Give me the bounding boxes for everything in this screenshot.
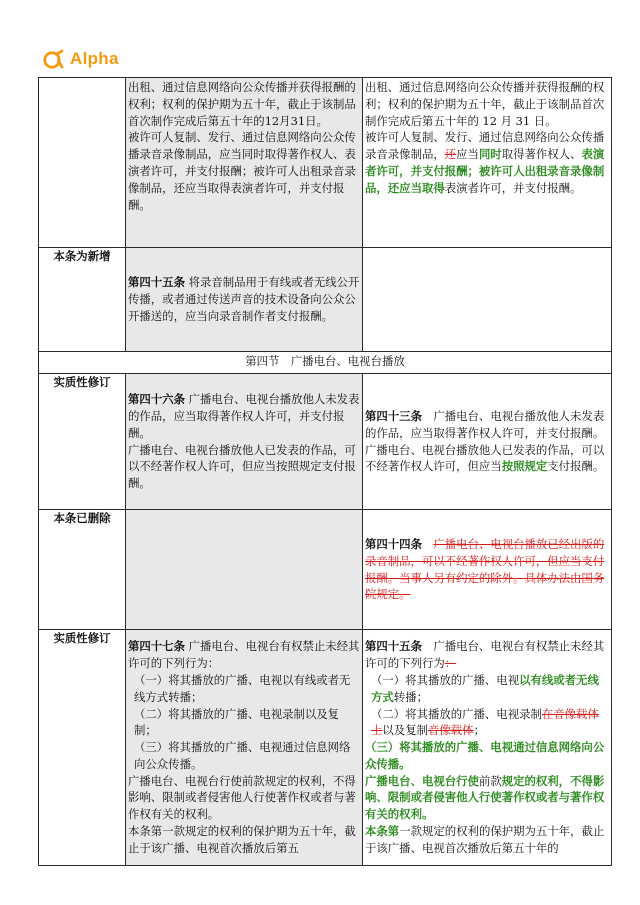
new-paragraph — [365, 638, 609, 672]
old-list-item: （二）将其播放的广播、电视录制以及复制； — [134, 706, 340, 738]
article-number: 第四十四条 — [365, 536, 422, 551]
deleted-text: 还 — [444, 147, 457, 162]
text-run: 广播电台、电视台播放他人未发表的作品，应当取得著作权人许可，并支付报酬。 — [128, 392, 360, 440]
new-paragraph — [365, 773, 609, 823]
text-run: 取得著作权人、 — [501, 147, 582, 162]
text-run: 广播电台、电视台播放他人未发表的作品，应当取得著作权人许可，并支付报酬。 — [365, 408, 605, 440]
text-run: 表演者许可，并支付报酬。 — [444, 180, 582, 195]
table-row — [39, 510, 612, 630]
text-run: （二）将其播放的广播、电视录制 — [371, 706, 542, 721]
added-text: 以有线或者无线方式 — [371, 672, 599, 704]
text-run: 支付报酬。 — [547, 459, 605, 474]
old-paragraph: 广播电台、电视台行使前款规定的权利，不得影响、限制或者侵害他人行使著作权或者与著作权有关的权利。 — [128, 773, 356, 822]
old-list-item: （一）将其播放的广播、电视以有线或者无线方式转播； — [134, 672, 351, 704]
old-article-cell — [126, 374, 363, 510]
new-article-cell — [363, 248, 612, 352]
text-run: 广播电台、电视台有权禁止未经其许可的下列行为： — [128, 639, 360, 671]
new-article-cell — [363, 510, 612, 630]
text-run: 广播电台、电视台播放他人已发表的作品，可以不经著作权人许可，但应当 — [365, 442, 605, 474]
new-paragraph — [365, 536, 609, 603]
article-number: 第四十七条 — [128, 639, 185, 654]
new-list-item — [365, 706, 609, 740]
added-text: 规定的权利，不得影响、限制或者侵害他人行使著作权或者与著作权有关的权利。 — [365, 773, 605, 822]
new-paragraph — [365, 129, 609, 196]
old-paragraph: 出租、通过信息网络向公众传播并获得报酬的权利；权利的保护期为五十年，截止于该制品首次制作完成后第五十年的12月31日。 — [128, 80, 356, 128]
text-run: 广播电台、电视台有权禁止未经其许可的下列行为 — [365, 639, 605, 671]
article-number: 第四十五条 — [365, 639, 422, 654]
table-row — [39, 630, 612, 866]
old-paragraph: 广播电台、电视台播放他人已发表的作品，可以不经著作权人许可，但应当按照规定支付报酬。 — [128, 442, 356, 491]
text-run: 款规定的权利的保护期为五十年，截止于该广播、电视首次播放后第五十年的 — [365, 824, 605, 855]
row-label: 本条为新增 — [39, 248, 126, 352]
new-article-cell — [363, 374, 612, 510]
table-row — [39, 248, 612, 352]
old-paragraph — [128, 274, 360, 324]
brand-logo — [42, 48, 119, 70]
new-paragraph — [365, 408, 609, 442]
text-run: 以及复制 — [382, 723, 428, 738]
added-text: 按照规定 — [501, 459, 548, 474]
article-number: 第四十六条 — [128, 392, 185, 407]
alpha-logo-icon — [42, 48, 64, 70]
text-run: 一 — [399, 824, 411, 839]
text-run: 前款 — [478, 773, 502, 788]
table-row — [39, 374, 612, 510]
old-paragraph — [128, 638, 360, 672]
new-paragraph — [365, 442, 609, 476]
new-article-cell — [363, 78, 612, 248]
added-text: 表演者许可，并支付报酬；被许可人出租录音录像制品，还应当取得 — [365, 147, 605, 195]
section-title: 第四节 广播电台、电视台播放 — [39, 352, 612, 374]
added-list-item: （三）将其播放的广播、电视通过信息网络向公众传播。 — [365, 740, 605, 771]
new-paragraph — [365, 823, 609, 857]
row-label: 本条已删除 — [39, 510, 126, 630]
text-run: （一）将其播放的广播、电视 — [371, 672, 520, 687]
old-paragraph: 本条第一款规定的权利的保护期为五十年，截止于该广播、电视首次播放后第五 — [128, 824, 356, 855]
row-label: 实质性修订 — [39, 374, 126, 510]
old-article-cell — [126, 78, 363, 248]
deleted-text: 在音像载体上 — [371, 706, 599, 738]
brand-name: Alpha — [70, 49, 119, 68]
text-run: 将录音制品用于有线或者无线公开传播，或者通过传送声音的技术设备向公众公开播送的，应当向录音制作者支付报酬。 — [128, 275, 360, 323]
new-article-cell — [363, 630, 612, 866]
old-paragraph: 被许可人复制、发行、通过信息网络向公众传播录音录像制品，应当同时取得著作权人、表演者许可，并支付报酬；被许可人出租录音录像制品，还应当取得表演者许可，并支付报酬。 — [128, 130, 356, 212]
old-article-cell — [126, 630, 363, 866]
added-text: 同时 — [478, 147, 502, 162]
text-run: ； — [473, 723, 485, 738]
comparison-table — [38, 77, 612, 866]
old-list-item: （三）将其播放的广播、电视通过信息网络向公众传播。 — [134, 740, 351, 771]
row-label — [39, 78, 126, 248]
section-row — [39, 352, 612, 374]
article-number: 第四十五条 — [128, 275, 185, 290]
new-list-item — [365, 672, 609, 706]
deleted-text: 音像载体 — [427, 723, 474, 738]
deleted-text: ： — [444, 656, 457, 671]
table-row — [39, 78, 612, 248]
text-run: 被许可人复制、发行、通过信息网络向公众传播录音录像制品， — [365, 130, 605, 162]
text-run: 应当 — [456, 147, 479, 162]
text-run: 转播； — [393, 689, 428, 704]
old-article-cell — [126, 510, 363, 630]
row-label: 实质性修订 — [39, 630, 126, 866]
added-text: 广播电台、电视台行使 — [365, 773, 479, 788]
article-number: 第四十三条 — [365, 408, 422, 423]
added-text: 本条第 — [365, 824, 400, 839]
old-article-cell — [126, 248, 363, 352]
old-paragraph — [128, 391, 360, 441]
deleted-text: 广播电台、电视台播放已经出版的录音制品，可以不经著作权人许可，但应当支付报酬。当事人另有约定的除外。具体办法由国务院规定。 — [365, 536, 605, 602]
new-paragraph: 出租、通过信息网络向公众传播并获得报酬的权利；权利的保护期为五十年，截止于该制品首次制作完成后第五十年的 12 月 31 日。 — [365, 80, 605, 128]
